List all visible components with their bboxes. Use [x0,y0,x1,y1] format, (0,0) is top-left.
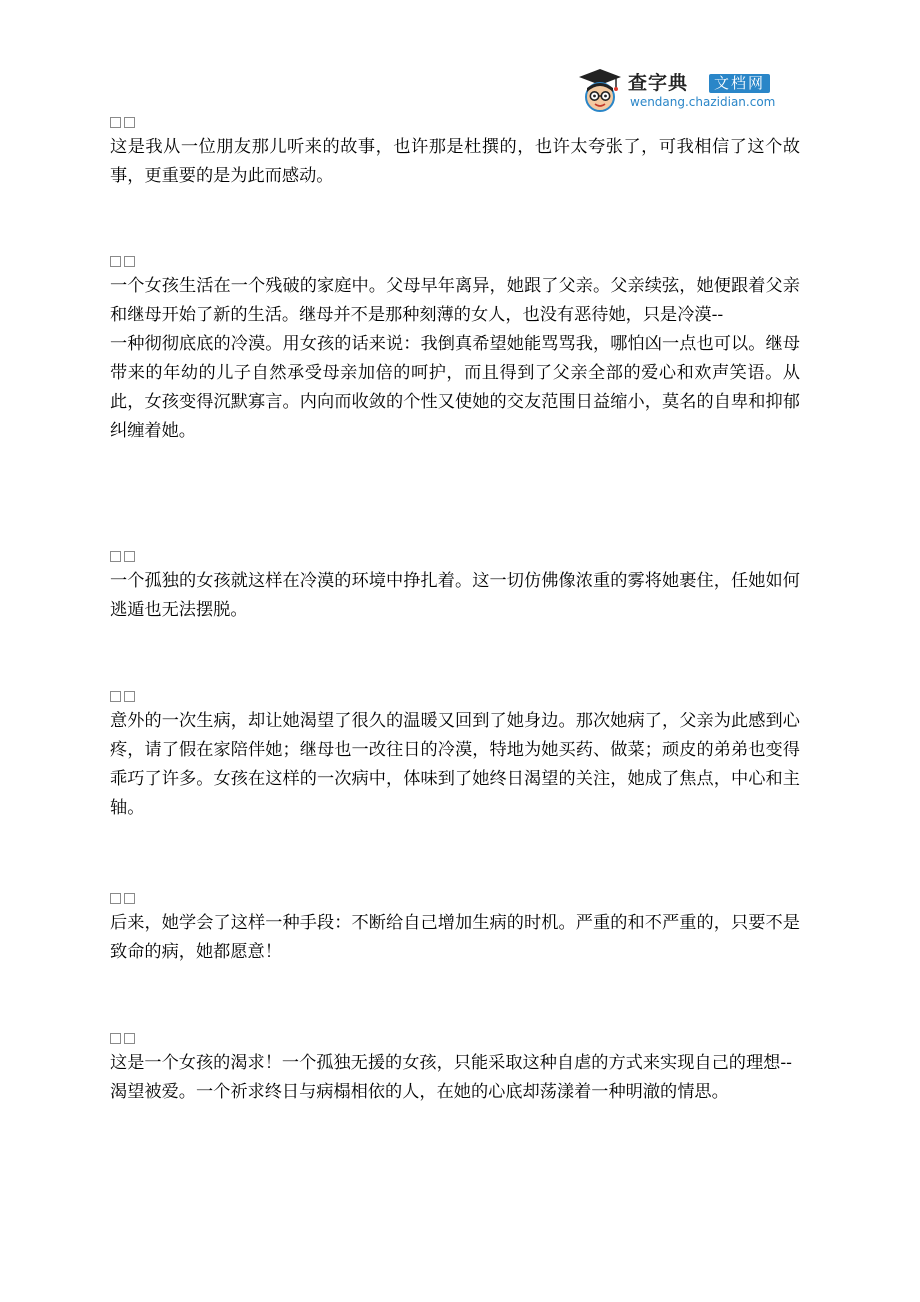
paragraph: 一个女孩生活在一个残破的家庭中。父母早年离异，她跟了父亲。父亲续弦，她便跟着父亲和继母开始了新的生活。继母并不是那种刻薄的女人，也没有恶待她，只是冷漠-- [110,276,800,325]
site-logo[interactable] [578,66,808,116]
section-6 [110,1030,800,1107]
section-1 [110,114,800,191]
paragraph: 这是一个女孩的渴求！一个孤独无援的女孩，只能采取这种自虐的方式来实现自己的理想-- [110,1053,792,1073]
section-4 [110,688,800,823]
missing-glyph-marker [110,890,800,907]
paragraph: 后来，她学会了这样一种手段：不断给自己增加生病的时机。严重的和不严重的，只要不是致命的病，她都愿意！ [110,913,800,962]
missing-glyph-marker [110,114,800,131]
missing-glyph-marker [110,253,800,270]
paragraph: 这是我从一位朋友那儿听来的故事，也许那是杜撰的，也许太夸张了，可我相信了这个故事，更重要的是为此而感动。 [110,137,800,186]
missing-glyph-marker [110,688,800,705]
paragraph: 一个孤独的女孩就这样在冷漠的环境中挣扎着。这一切仿佛像浓重的雾将她裹住，任她如何逃遁也无法摆脱。 [110,571,800,620]
paragraph: 一种彻彻底底的冷漠。用女孩的话来说：我倒真希望她能骂骂我，哪怕凶一点也可以。继母带来的年幼的儿子自然承受母亲加倍的呵护，而且得到了父亲全部的爱心和欢声笑语。从此，女孩变得沉默寡言。内向而收敛的个性又使她的交友范围日益缩小，莫名的自卑和抑郁纠缠着她。 [110,334,800,441]
graduate-mascot-icon [578,68,622,114]
section-5 [110,890,800,967]
missing-glyph-marker [110,548,800,565]
missing-glyph-marker [110,1030,800,1047]
logo-url: wendang.chazidian.com [630,95,776,109]
section-2 [110,253,800,446]
section-3 [110,548,800,625]
logo-badge: 文档网 [709,74,770,93]
paragraph: 渴望被爱。一个祈求终日与病榻相依的人，在她的心底却荡漾着一种明澈的情思。 [110,1082,729,1102]
paragraph: 意外的一次生病，却让她渴望了很久的温暖又回到了她身边。那次她病了，父亲为此感到心疼，请了假在家陪伴她；继母也一改往日的冷漠，特地为她买药、做菜；顽皮的弟弟也变得乖巧了许多。女孩在这样的一次病中，体味到了她终日渴望的关注，她成了焦点，中心和主轴。 [110,711,800,818]
logo-brand-text: 查字典 [628,72,689,94]
